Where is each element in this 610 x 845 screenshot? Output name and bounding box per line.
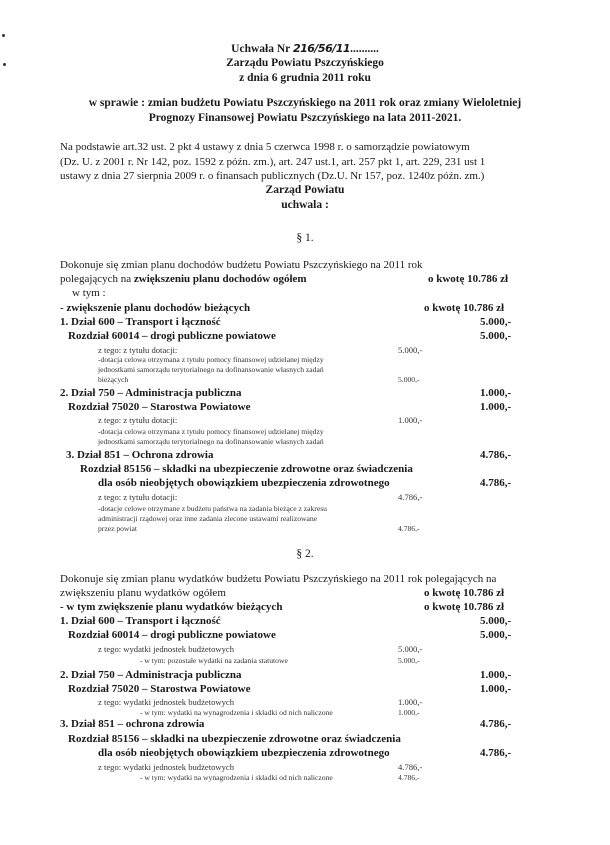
s2-60014-desc-amount: 5.000,- <box>398 656 420 665</box>
s2-current-label: - w tym zwiększenie planu wydatków bieżących <box>60 601 283 613</box>
resolution-title <box>0 42 610 55</box>
s1-rozdzial-75020: Rozdział 75020 – Starostwa Powiatowe <box>68 401 251 413</box>
s2-rozdzial-60014-amount: 5.000,- <box>480 629 512 641</box>
s1-intro-bold: zwiększeniu planu dochodów ogółem <box>133 273 307 285</box>
resolves-label: uchwala : <box>281 199 329 211</box>
s2-60014-subtotal-amount: 5.000,- <box>398 644 423 654</box>
s1-current-amount: o kwotę 10.786 zł <box>424 302 505 314</box>
s2-75020-desc-amount: 1.000,- <box>398 708 420 717</box>
s2-75020-desc-1: - w tym: wydatki na wynagrodzenia i składki od nich naliczone <box>140 708 333 717</box>
s1-60014-desc-1: -dotacja celowa otrzymana z tytułu pomocy finansowej udzielanej między <box>98 355 324 364</box>
s1-current-label: - zwiększenie planu dochodów bieżących <box>60 302 251 314</box>
section-2-heading: § 2. <box>296 548 314 560</box>
s1-dzial-851-amount: 4.786,- <box>480 449 512 461</box>
s2-dzial-851: 3. Dział 851 – ochrona zdrowia <box>60 718 205 730</box>
s1-intro-pre: polegających na <box>60 273 134 285</box>
s2-rozdzial-85156-line-2: dla osób nieobjętych obowiązkiem ubezpieczenia zdrowotnego <box>98 747 390 759</box>
s1-85156-subtotal-amount: 4.786,- <box>398 492 423 502</box>
s2-dzial-851-amount: 4.786,- <box>480 718 512 730</box>
s2-rozdzial-85156-line-1: Rozdział 85156 – składki na ubezpieczenie zdrowotne oraz świadczenia <box>68 733 401 745</box>
s2-intro-line-2: zwiększeniu planu wydatków ogółem <box>60 587 226 599</box>
s2-75020-subtotal-amount: 1.000,- <box>398 697 423 707</box>
s1-dzial-600-amount: 5.000,- <box>480 316 512 328</box>
subject-line-2: Prognozy Finansowej Powiatu Pszczyńskiego na lata 2011-2021. <box>148 112 462 124</box>
s2-rozdzial-75020-amount: 1.000,- <box>480 683 512 695</box>
s1-dzial-600: 1. Dział 600 – Transport i łączność <box>60 316 221 328</box>
board-name: Zarząd Powiatu <box>265 184 345 196</box>
s2-total-amount: o kwotę 10.786 zł <box>424 587 505 599</box>
s2-75020-subtotal-label: z tego: wydatki jednostek budżetowych <box>98 697 235 707</box>
issuing-body: Zarządu Powiatu Pszczyńskiego <box>226 57 384 69</box>
s2-intro-line-1: Dokonuje się zmian planu wydatków budżetu Powiatu Pszczyńskiego na 2011 rok polegających na <box>60 573 497 585</box>
s2-rozdzial-85156-amount: 4.786,- <box>480 747 512 759</box>
s1-60014-desc-amount: 5.000,- <box>398 375 420 384</box>
s1-in-that: w tym : <box>72 287 106 299</box>
s1-intro-line-2 <box>60 273 307 285</box>
subject-line-1: w sprawie : zmian budżetu Powiatu Pszczyńskiego na 2011 rok oraz zmiany Wieloletniej <box>88 97 522 109</box>
legal-basis-line-3: ustawy z dnia 27 sierpnia 2009 r. o finansach publicznych (Dz.U. Nr 157, poz. 1240z późn. zm.) <box>60 170 485 182</box>
s1-60014-desc-2: jednostkami samorządu terytorialnego na dofinansowanie własnych zadań <box>98 365 324 374</box>
s2-85156-desc-amount: 4.786,- <box>398 773 420 782</box>
s1-85156-desc-2: administracji rządowej oraz inne zadania zlecone ustawami realizowane <box>98 514 318 523</box>
s1-75020-desc-2: jednostkami samorządu terytorialnego na dofinansowanie własnych zadań <box>98 437 324 446</box>
s1-dzial-851: 3. Dział 851 – Ochrona zdrowia <box>66 449 214 461</box>
s1-rozdzial-85156-line-1: Rozdział 85156 – składki na ubezpieczenie zdrowotne oraz świadczenia <box>80 463 413 475</box>
handwritten-number: 216/56/11 <box>292 42 351 55</box>
s2-dzial-600: 1. Dział 600 – Transport i łączność <box>60 615 221 627</box>
s1-dzial-750-amount: 1.000,- <box>480 387 512 399</box>
s2-dzial-600-amount: 5.000,- <box>480 615 512 627</box>
s1-rozdzial-60014-amount: 5.000,- <box>480 330 512 342</box>
s2-60014-subtotal-label: z tego: wydatki jednostek budżetowych <box>98 644 235 654</box>
legal-basis-line-2: (Dz. U. z 2001 r. Nr 142, poz. 1592 z późn. zm.), art. 247 ust.1, art. 257 pkt 1, art. 229, 231 ust 1 <box>60 156 486 168</box>
s2-85156-subtotal-amount: 4.786,- <box>398 762 423 772</box>
s1-60014-subtotal-amount: 5.000,- <box>398 345 423 355</box>
s1-rozdzial-60014: Rozdział 60014 – drogi publiczne powiatowe <box>68 330 276 342</box>
s1-75020-subtotal-label: z tego: z tytułu dotacji: <box>98 415 178 425</box>
section-1-heading: § 1. <box>296 232 314 244</box>
s1-60014-desc-3: bieżących <box>98 375 129 384</box>
s2-rozdzial-60014: Rozdział 60014 – drogi publiczne powiatowe <box>68 629 276 641</box>
s1-85156-desc-amount: 4.786,- <box>398 524 420 533</box>
s1-75020-desc-1: -dotacja celowa otrzymana z tytułu pomocy finansowej udzielanej między <box>98 427 324 436</box>
s1-intro-line-1: Dokonuje się zmian planu dochodów budżetu Powiatu Pszczyńskiego na 2011 rok <box>60 259 423 271</box>
s1-85156-desc-3: przez powiat <box>98 524 138 533</box>
s1-rozdzial-75020-amount: 1.000,- <box>480 401 512 413</box>
s1-dzial-750: 2. Dział 750 – Administracja publiczna <box>60 387 242 399</box>
s1-85156-subtotal-label: z tego: z tytułu dotacji: <box>98 492 178 502</box>
resolution-date: z dnia 6 grudnia 2011 roku <box>239 72 371 84</box>
title-prefix: Uchwała Nr <box>231 43 291 55</box>
s1-total-amount: o kwotę 10.786 zł <box>428 273 509 285</box>
s2-dzial-750: 2. Dział 750 – Administracja publiczna <box>60 669 242 681</box>
title-dots: .......... <box>350 43 379 55</box>
s1-rozdzial-85156-line-2: dla osób nieobjętych obowiązkiem ubezpieczenia zdrowotnego <box>98 477 390 489</box>
s1-85156-desc-1: -dotacje celowe otrzymane z budżetu państwa na zadania bieżące z zakresu <box>98 504 327 513</box>
legal-basis-line-1: Na podstawie art.32 ust. 2 pkt 4 ustawy z dnia 5 czerwca 1998 r. o samorządzie powiatowym <box>60 141 470 153</box>
s1-rozdzial-85156-amount: 4.786,- <box>480 477 512 489</box>
s1-75020-subtotal-amount: 1.000,- <box>398 415 423 425</box>
s2-rozdzial-75020: Rozdział 75020 – Starostwa Powiatowe <box>68 683 251 695</box>
s2-60014-desc-1: - w tym: pozostałe wydatki na zadania statutowe <box>140 656 288 665</box>
scan-mark <box>2 34 5 37</box>
s2-current-amount: o kwotę 10.786 zł <box>424 601 505 613</box>
s2-85156-desc-1: - w tym: wydatki na wynagrodzenia i składki od nich naliczone <box>140 773 333 782</box>
s2-85156-subtotal-label: z tego: wydatki jednostek budżetowych <box>98 762 235 772</box>
s1-60014-subtotal-label: z tego: z tytułu dotacji: <box>98 345 178 355</box>
s2-dzial-750-amount: 1.000,- <box>480 669 512 681</box>
